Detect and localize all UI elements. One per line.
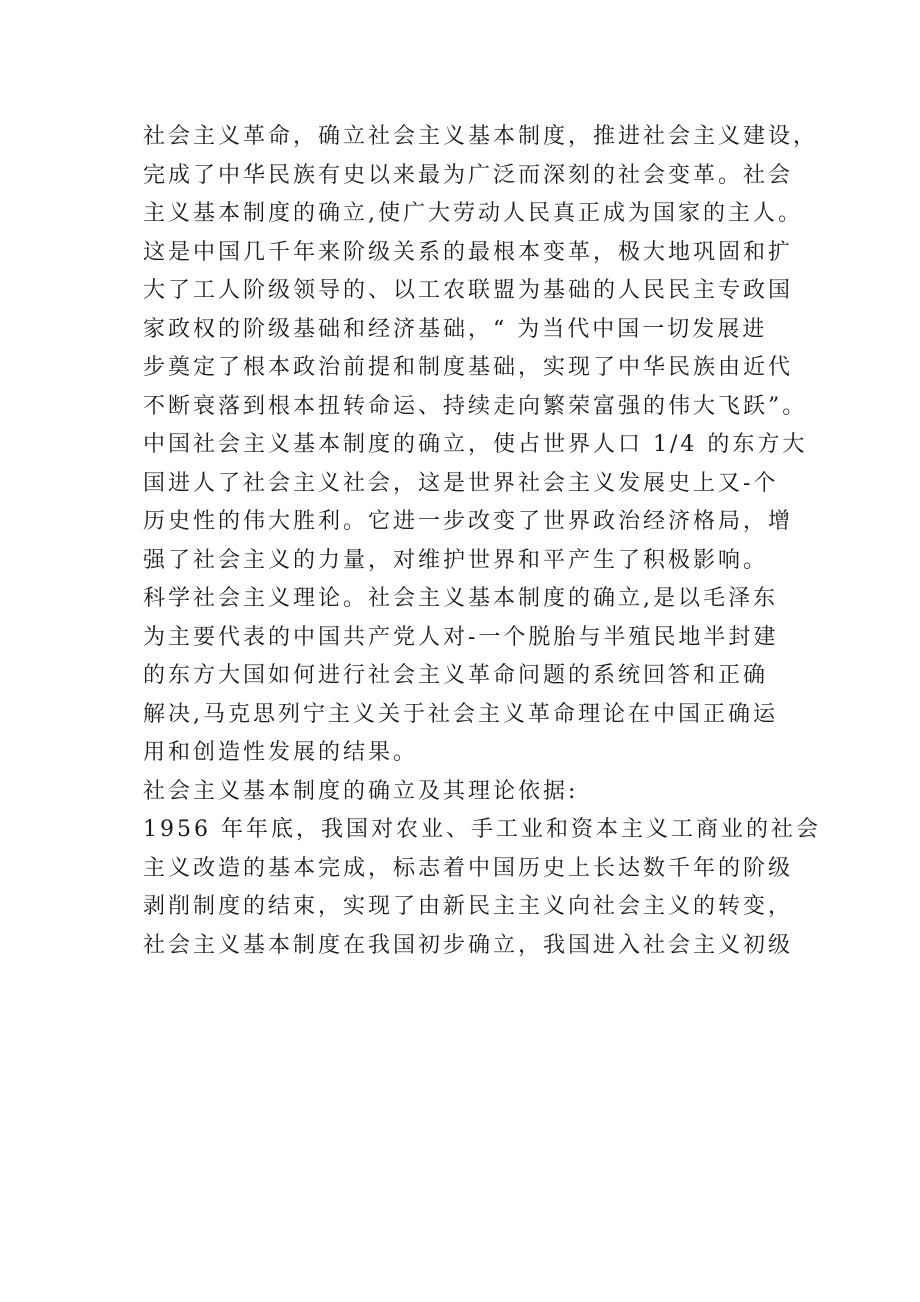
text-line: 解决,马克思列宁主义关于社会主义革命理论在中国正确运 <box>143 701 778 727</box>
text-line: 为主要代表的中国共产党人对-一个脱胎与半殖民地半封建 <box>143 624 779 650</box>
text-line: 强了社会主义的力量，对维护世界和平产生了积极影响。 <box>143 547 769 573</box>
text-line: 步奠定了根本政治前提和制度基础，实现了中华民族由近代 <box>143 355 794 380</box>
text-line: 这是中国几千年来阶级关系的最根本变革，极大地巩固和扩 <box>143 239 794 265</box>
text-line: 主义改造的基本完成，标志着中国历史上长达数千年的阶级 <box>143 855 794 881</box>
text-line: 不断衰落到根本扭转命运、持续走向繁荣富强的伟大飞跃”。 <box>143 393 808 419</box>
text-line: 历史性的伟大胜利。它进一步改变了世界政治经济格局，增 <box>143 509 794 534</box>
body-text <box>143 118 843 965</box>
text-line: 科学社会主义理论。社会主义基本制度的确立,是以毛泽东 <box>143 586 778 611</box>
text-line: 主义基本制度的确立,使广大劳动人民真正成为国家的主人。 <box>143 201 803 226</box>
text-line: 社会主义基本制度在我国初步确立，我国进入社会主义初级 <box>143 932 794 958</box>
text-line: 剥削制度的结束，实现了由新民主主义向社会主义的转变， <box>143 894 794 919</box>
text-line: 中国社会主义基本制度的确立，使占世界人口 1/4 的东方大 <box>143 432 808 457</box>
text-line: 社会主义革命，确立社会主义基本制度，推进社会主义建设， <box>143 124 819 149</box>
text-line: 1956 年年底，我国对农业、手工业和资本主义工商业的社会 <box>143 817 821 842</box>
text-line: 社会主义基本制度的确立及其理论依据: <box>143 778 579 804</box>
text-line: 用和创造性发展的结果。 <box>143 740 419 765</box>
text-line: 家政权的阶级基础和经济基础，“ 为当代中国一切发展进 <box>143 316 768 342</box>
text-line: 国进人了社会主义社会，这是世界社会主义发展史上又-个 <box>143 470 779 496</box>
text-line: 的东方大国如何进行社会主义革命问题的系统回答和正确 <box>143 663 769 688</box>
text-line: 完成了中华民族有史以来最为广泛而深刻的社会变革。社会 <box>143 162 794 188</box>
text-line: 大了工人阶级领导的、以工农联盟为基础的人民民主专政国 <box>143 278 794 303</box>
